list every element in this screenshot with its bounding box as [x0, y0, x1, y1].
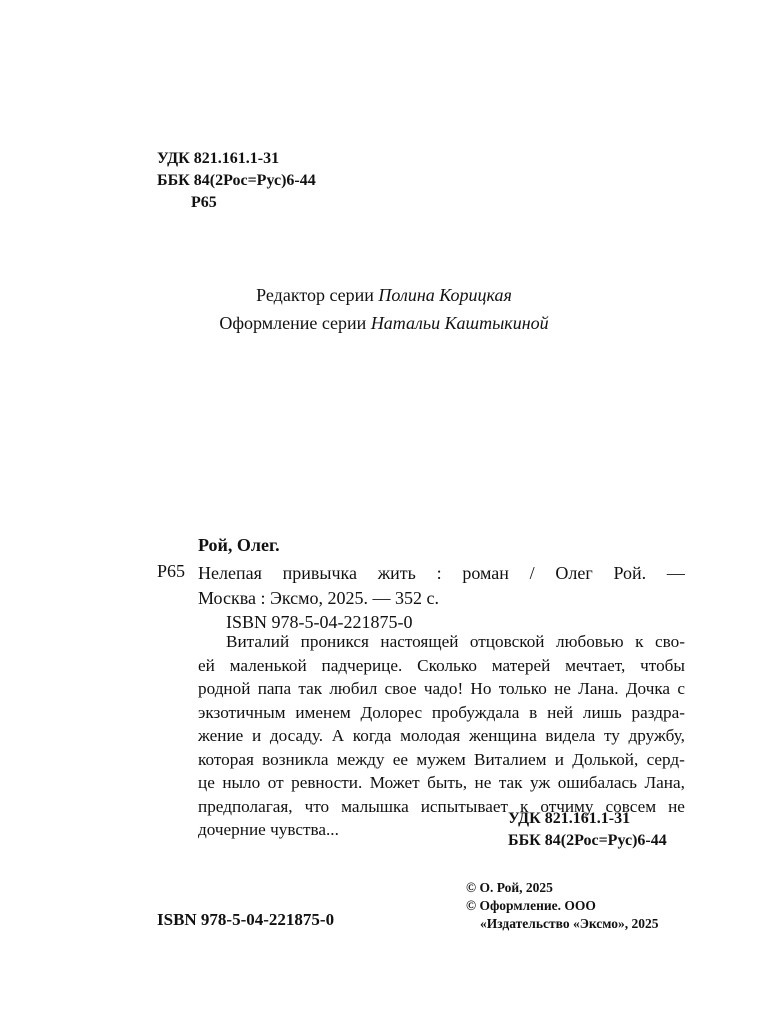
record-isbn: ISBN 978-5-04-221875-0	[226, 612, 413, 632]
annotation-line: жение и досаду. А когда молодая женщина видела ту дружбу,	[198, 726, 685, 745]
series-design-name: Натальи Каштыкиной	[370, 313, 549, 333]
title-word: /	[529, 563, 535, 583]
title-word: Нелепая	[198, 563, 262, 583]
series-design-line	[0, 309, 768, 337]
imprint-line: Москва : Эксмо, 2025. — 352 с.	[198, 588, 440, 608]
copyright-block	[466, 879, 659, 933]
annotation-line: це ныло от ревности. Может быть, не так уж ошибалась Лана,	[198, 773, 685, 792]
record-author: Рой, Олег.	[198, 535, 280, 555]
title-word: Олег	[555, 563, 593, 583]
copyright-line: © Оформление. ООО	[466, 898, 596, 913]
series-design-label: Оформление серии	[219, 313, 367, 333]
series-editor-name: Полина Корицкая	[378, 285, 512, 305]
title-word: Рой.	[613, 563, 647, 583]
isbn-bottom: ISBN 978-5-04-221875-0	[157, 910, 335, 929]
top-classification-codes	[157, 148, 316, 214]
udk-code: УДК 821.161.1-31	[157, 150, 280, 167]
annotation-line: дочерние чувства...	[198, 820, 339, 839]
title-word: :	[436, 563, 442, 583]
title-word: —	[666, 563, 685, 583]
author-mark: Р65	[191, 194, 217, 211]
annotation-line: предполагая, что малышка испытывает к отчиму совсем не	[198, 796, 685, 816]
copyright-line: «Издательство «Эксмо», 2025	[480, 916, 659, 931]
annotation-line: которая возникла между ее мужем Виталием и Долькой, серд-	[198, 749, 685, 769]
annotation-line: экзотичным именем Долорес пробуждала в ней лишь раздра-	[198, 702, 685, 722]
bbk-code-bottom: ББК 84(2Рос=Рус)6-44	[508, 832, 667, 849]
record-author-mark: Р65	[157, 561, 186, 581]
title-block	[198, 561, 685, 611]
title-line	[198, 561, 685, 586]
udk-code-bottom: УДК 821.161.1-31	[508, 810, 631, 827]
annotation-line: ей маленькой падчерице. Сколько матерей мечтает, чтобы	[198, 655, 685, 675]
annotation-line: Виталий проникся настоящей отцовской любовью к сво-	[226, 632, 685, 651]
series-editor-label: Редактор серии	[256, 285, 374, 305]
bottom-classification-codes	[508, 808, 667, 852]
annotation-line: родной папа так любил свое чадо! Но только не Лана. Дочка с	[198, 679, 685, 698]
bbk-code: ББК 84(2Рос=Рус)6-44	[157, 172, 316, 189]
title-word: роман	[462, 563, 509, 583]
copyright-line: © О. Рой, 2025	[466, 880, 553, 895]
title-word: жить	[377, 563, 416, 583]
title-word: привычка	[282, 563, 357, 583]
series-editor-line	[0, 281, 768, 309]
